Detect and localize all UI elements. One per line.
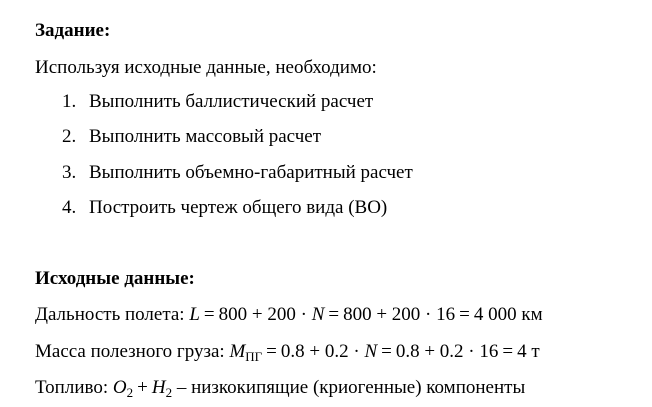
- payload-result: 4 т: [517, 341, 540, 362]
- oxygen-subscript: 2: [126, 385, 134, 400]
- oxygen-symbol: O: [112, 377, 127, 398]
- fuel-description: – низкокипящие (криогенные) компоненты: [176, 377, 526, 398]
- task-heading: Задание:: [35, 20, 111, 41]
- payload-expression: 0.8 + 0.2 ·: [280, 341, 365, 362]
- task-list-item: [62, 161, 413, 185]
- fuel-label: Топливо:: [35, 377, 109, 398]
- list-text: Выполнить массовый расчет: [89, 126, 322, 147]
- list-number: 1.: [62, 91, 77, 112]
- range-result: 4 000 км: [473, 304, 543, 325]
- payload-label: Масса полезного груза:: [35, 341, 225, 362]
- payload-expression-substituted: 0.8 + 0.2 · 16: [395, 341, 499, 362]
- range-variable-n: N: [311, 304, 325, 325]
- list-number: 3.: [62, 162, 77, 183]
- range-variable: L: [189, 304, 200, 325]
- range-expression-substituted: 800 + 200 · 16: [343, 304, 456, 325]
- payload-line: [35, 340, 540, 365]
- list-number: 4.: [62, 197, 77, 218]
- task-list-item: [62, 196, 387, 220]
- payload-variable: M: [229, 341, 246, 362]
- range-formula: L = 800 + 200 · N = 800 + 200 · 16 = 4 000 км: [189, 304, 543, 325]
- range-line: [35, 303, 543, 327]
- list-text: Выполнить баллистический расчет: [89, 91, 374, 112]
- range-label: Дальность полета:: [35, 304, 185, 325]
- payload-variable-n: N: [364, 341, 378, 362]
- range-expression: 800 + 200 ·: [218, 304, 312, 325]
- task-list-item: [62, 125, 321, 149]
- hydrogen-symbol: H: [151, 377, 166, 398]
- source-data-heading: Исходные данные:: [35, 268, 195, 289]
- fuel-formula: $O_2 + H_2$: [112, 377, 173, 400]
- list-text: Построить чертеж общего вида (ВО): [89, 197, 388, 218]
- hydrogen-subscript: 2: [165, 385, 173, 400]
- payload-subscript: ПГ: [245, 349, 263, 364]
- fuel-line: [35, 376, 525, 401]
- list-text: Выполнить объемно-габаритный расчет: [89, 162, 413, 183]
- task-intro: Используя исходные данные, необходимо:: [35, 57, 377, 78]
- list-number: 2.: [62, 126, 77, 147]
- payload-formula: $M_{ПГ} = 0.8 + 0.2 \cdot N = 0.8 + 0.2 \cdot 16 = 4$ т: [229, 341, 540, 364]
- task-list-item: [62, 90, 373, 114]
